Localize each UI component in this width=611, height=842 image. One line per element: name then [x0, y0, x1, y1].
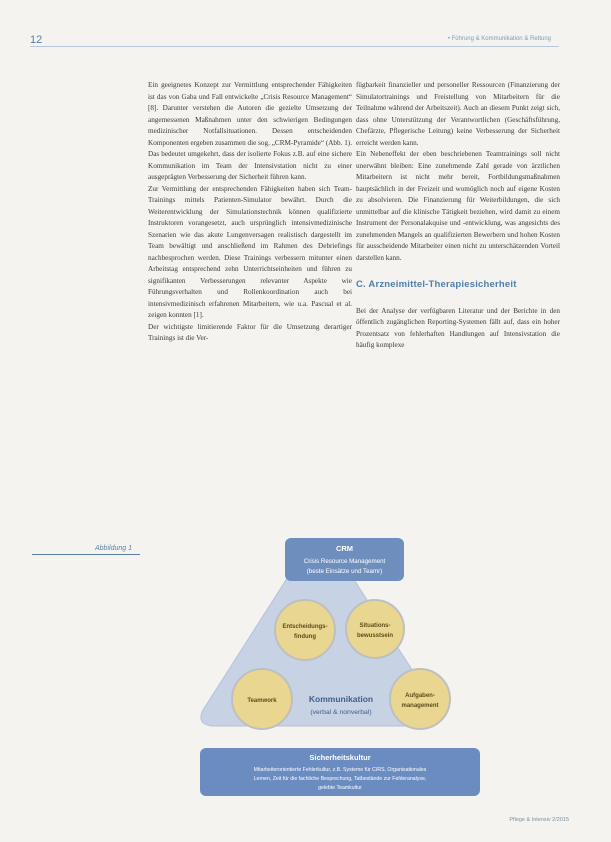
node-task-label-2: management — [401, 703, 439, 709]
node-task-label-1: Aufgaben- — [405, 693, 435, 699]
safety-culture-line-2: Lernen, Zeit für die fachliche Besprechung, Tatbestände zur Fehleranalyse, — [253, 776, 427, 782]
crm-note: (beste Einsätze und Teamr) — [306, 568, 383, 575]
safety-culture-title: Sicherheitskultur — [309, 753, 371, 762]
safety-culture-line-3: gelebte Teamkultur — [318, 785, 362, 791]
center-subtitle: (verbal & nonverbal) — [310, 709, 372, 716]
node-decision — [275, 600, 335, 660]
node-task — [390, 669, 450, 729]
crm-title: CRM — [335, 544, 354, 553]
paragraph-3: Der wichtigste limitierende Faktor für die Umsetzung derartiger Trainings ist die Ver- — [148, 322, 352, 342]
center-title: Kommunikation — [308, 694, 374, 704]
paragraph-6: Bei der Analyse der verfügbaren Literatur und der Berichte in den öffentlich zugänglichen Reporting-Systemen fällt auf, dass ein hoher Prozentsatz von fehlerhaften Handlungen auf Intensivstation die häufig komplexe — [356, 306, 560, 349]
node-situation-label-1: Situations- — [359, 623, 391, 629]
node-situation — [346, 600, 404, 658]
paragraph-1: Ein geeignetes Konzept zur Vermittlung entsprechender Fähigkeiten ist das von Gaba und Fall entwickelte „Crisis Resource Management“ [8]. Darunter verstehen die Autoren die gezielte Umsetzung der angemessenen Maßnahmen unter den schwierigen Bedingungen medizinischer Notfallsituationen. Dessen entscheidenden Komponenten ergeben zusammen die sog. „CRM-Pyramide“ (Abb. 1). Das bedeutet umgekehrt, dass der isolierte Fokus z.B. auf eine sichere Kommunikation im Team der Intensivstation nicht zu einer ausgeprägten Verbesserung der Sicherheit führen kann. — [148, 81, 352, 181]
paragraph-4: fügbarkeit finanzieller und personeller Ressourcen (Finanzierung der Simulatortrainings und Freistellung von Mitarbeitern für die Teilnahme während der Arbeitszeit). Auch an diesem Punkt zeigt sich, dass ohne Unterstützung der Verantwortlichen (Geschäftsführung, Chefärzte, Pflegerische Leitung) keine Verbesserung der Sicherheit erreicht werden kann. — [356, 81, 560, 147]
safety-culture-line-1: Mitarbeiterorientierte Fehlerkultur, z.B. Systeme für CIRS, Organisationales — [253, 767, 427, 773]
footer-citation: Pflege & Intensiv 2/2015 — [509, 817, 569, 823]
page-number: 12 — [30, 34, 43, 46]
node-teamwork-label: Teamwork — [247, 698, 277, 704]
crm-subtitle: Crisis Resource Management — [303, 558, 386, 565]
paragraph-5: Ein Nebeneffekt der eben beschriebenen Teamtrainings soll nicht unerwähnt bleiben: Eine zunehmende Zahl gerade von ärztlichen Mitarbeitern ist nicht mehr bereit, Fortbildungsmaßnahmen hauptsächlich in der Freizeit und womöglich noch auf eigene Kosten zu absolvieren. Die Finanzierung für Weiterbildungen, die sich unmittelbar auf die klinische Tätigkeit beziehen, wird damit zu einem Instrument der Personalakquise und -entwicklung, was angesichts des zunehmenden Mangels an qualifizierten Bewerbern und hohen Kosten für ausscheidende Mitarbeiter einen nicht zu unterschätzenden Vorteil darstellen kann. — [356, 150, 560, 262]
section-heading: C. Arzneimittel-Therapiesicherheit — [356, 279, 517, 290]
running-head: • Führung & Kommunikation & Rettung — [447, 36, 551, 42]
node-decision-label-2: findung — [294, 634, 316, 640]
node-situation-label-2: bewusstsein — [356, 633, 394, 639]
figure-label: Abbildung 1 — [95, 545, 132, 552]
paragraph-2: Zur Vermittlung der entsprechenden Fähigkeiten haben sich Team-Trainings mittels Patienten-Simulator bewährt. Durch die Weiterentwicklung der Simulationstechnik können qualifizierte Instruktoren vorangesetzt, auch ursprünglich intensivmedizinische Szenarien wie das akute Lungenversagen realistisch dargestellt im Team bewältigt und anschließend im Rahmen des Debriefings nachbesprochen werden. Diese Trainings verbessern mitunter einen Arbeitstag entsprechend zehn Unterrichtseinheiten und führen zu signifikanten Verbesserungen relevanter Aspekte wie Führungsverhalten und Rollenkoordination auch bei intensivmedizinisch erfahrenen Mitarbeitern, wie u.a. Pascual et al. zeigen konnten [1]. — [148, 184, 352, 319]
node-decision-label-1: Entscheidungs- — [282, 624, 328, 630]
